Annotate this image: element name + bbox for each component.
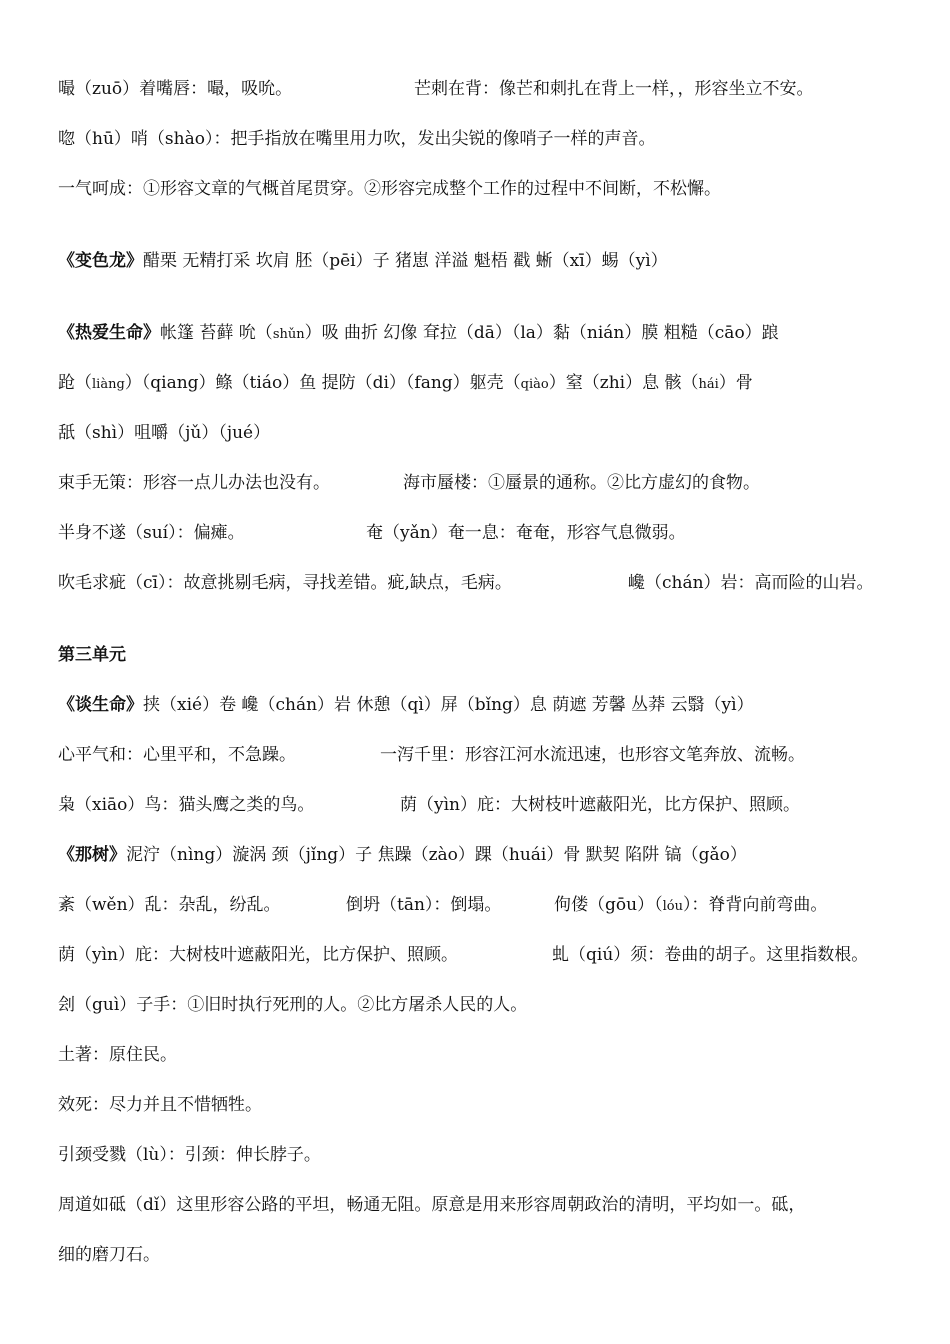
lesson-words: 泥泞（nìng）漩涡 颈（jǐng）子 焦躁（zào）踝（huái）骨 默契 陷阱 镐（gǎo） bbox=[126, 845, 747, 865]
lesson-title: 《谈生命》 bbox=[58, 695, 143, 715]
lesson-title: 《热爱生命》 bbox=[58, 323, 160, 343]
lesson-line bbox=[58, 686, 918, 736]
vocab-entry: 心平气和：心里平和，不急躁。 bbox=[58, 745, 296, 765]
vocab-entry-part: ）：脊背向前弯曲。 bbox=[682, 895, 828, 915]
vocab-line bbox=[58, 986, 918, 1036]
vocab-line bbox=[58, 120, 918, 170]
lesson-words: 舐（shì）咀嚼（jǔ）（jué） bbox=[58, 423, 271, 443]
lesson-line bbox=[58, 414, 918, 464]
vocab-entry: 海市蜃楼：①蜃景的通称。②比方虚幻的食物。 bbox=[403, 473, 760, 493]
lesson-words: ）窒（zhi）息 骸（ bbox=[548, 373, 699, 393]
vocab-entry: 荫（yìn）庇：大树枝叶遮蔽阳光，比方保护、照顾。 bbox=[400, 795, 800, 815]
pinyin-small: liàng bbox=[92, 377, 125, 392]
vocab-line bbox=[58, 736, 918, 786]
vocab-entry: 枭（xiāo）鸟：猫头鹰之类的鸟。 bbox=[58, 795, 315, 815]
vocab-line bbox=[58, 886, 918, 936]
vocab-entry: 巉（chán）岩：高而险的山岩。 bbox=[628, 573, 874, 593]
lesson-line bbox=[58, 314, 918, 364]
lesson-line bbox=[58, 242, 918, 292]
lesson-words: 醋栗 无精打采 坎肩 胚（pēi）子 猪崽 洋溢 魁梧 戳 蜥（xī）蜴（yì） bbox=[143, 251, 668, 271]
vocab-line bbox=[58, 70, 918, 120]
vocab-entry: 紊（wěn）乱：杂乱，纷乱。 bbox=[58, 895, 281, 915]
pinyin-small: shǔn bbox=[272, 327, 305, 342]
vocab-line bbox=[58, 1136, 918, 1186]
lesson-line bbox=[58, 364, 918, 414]
vocab-line bbox=[58, 1186, 918, 1236]
pinyin-small: qiào bbox=[520, 377, 549, 392]
vocab-entry-part: 佝偻（gōu）（ bbox=[554, 895, 663, 915]
vocab-entry: 嘬（zuō）着嘴唇：嘬，吸吮。 bbox=[58, 79, 293, 99]
lesson-words: 帐篷 苔藓 吮（ bbox=[160, 323, 273, 343]
vocab-entry: 细的磨刀石。 bbox=[58, 1245, 160, 1265]
vocab-line bbox=[58, 936, 918, 986]
vocab-entry: 一气呵成：①形容文章的气概首尾贯穿。②形容完成整个工作的过程中不间断，不松懈。 bbox=[58, 179, 721, 199]
section-heading-line bbox=[58, 636, 918, 686]
vocab-entry: 芒刺在背：像芒和刺扎在背上一样，，形容坐立不安。 bbox=[414, 79, 814, 99]
vocab-entry: 效死：尽力并且不惜牺牲。 bbox=[58, 1095, 262, 1115]
vocab-entry: 半身不遂（suí）：偏瘫。 bbox=[58, 523, 245, 543]
lesson-words: 跄（ bbox=[58, 373, 92, 393]
vocab-line bbox=[58, 170, 918, 220]
vocab-entry: 倒坍（tān）：倒塌。 bbox=[346, 895, 502, 915]
vocab-line bbox=[58, 1036, 918, 1086]
vocab-entry: 束手无策：形容一点儿办法也没有。 bbox=[58, 473, 330, 493]
vocab-line bbox=[58, 514, 918, 564]
vocab-entry: 虬（qiú）须：卷曲的胡子。这里指数根。 bbox=[552, 945, 869, 965]
vocab-line bbox=[58, 564, 918, 614]
vocab-line bbox=[58, 464, 918, 514]
lesson-words: ）骨 bbox=[718, 373, 753, 393]
lesson-title: 《变色龙》 bbox=[58, 251, 143, 271]
lesson-title: 《那树》 bbox=[58, 845, 126, 865]
lesson-words: ）吸 曲折 幻像 耷拉（dā）（la）黏（nián）膜 粗糙（cāo）踉 bbox=[304, 323, 779, 343]
lesson-words: 挟（xié）卷 巉（chán）岩 休憩（qì）屏（bǐng）息 荫遮 芳馨 丛莽 云翳（yì） bbox=[143, 695, 754, 715]
vocab-entry: 荫（yìn）庇：大树枝叶遮蔽阳光，比方保护、照顾。 bbox=[58, 945, 458, 965]
vocab-entry: 周道如砥（dǐ）这里形容公路的平坦，畅通无阻。原意是用来形容周朝政治的清明，平均如一。砥， bbox=[58, 1195, 806, 1215]
vocab-line bbox=[58, 1236, 918, 1286]
vocab-entry: 刽（guì）子手：①旧时执行死刑的人。②比方屠杀人民的人。 bbox=[58, 995, 528, 1015]
vocab-entry: 唿（hū）哨（shào）：把手指放在嘴里用力吹，发出尖锐的像哨子一样的声音。 bbox=[58, 129, 656, 149]
pinyin-small: lóu bbox=[662, 899, 683, 914]
pinyin-small: hái bbox=[698, 377, 719, 392]
vocab-entry: 土著：原住民。 bbox=[58, 1045, 177, 1065]
section-heading: 第三单元 bbox=[58, 645, 126, 665]
vocab-entry: 奄（yǎn）奄一息：奄奄，形容气息微弱。 bbox=[366, 523, 686, 543]
vocab-line bbox=[58, 786, 918, 836]
lesson-words: ）（qiang）鲦（tiáo）鱼 提防（di）（fang）躯壳（ bbox=[124, 373, 521, 393]
document-page bbox=[58, 70, 918, 1286]
vocab-entry: 一泻千里：形容江河水流迅速，也形容文笔奔放、流畅。 bbox=[380, 745, 805, 765]
lesson-line bbox=[58, 836, 918, 886]
vocab-line bbox=[58, 1086, 918, 1136]
vocab-entry: 引颈受戮（lù）：引颈：伸长脖子。 bbox=[58, 1145, 321, 1165]
vocab-entry: 吹毛求疵（cī）：故意挑剔毛病，寻找差错。疵,缺点，毛病。 bbox=[58, 573, 512, 593]
vocab-entry bbox=[554, 886, 827, 926]
